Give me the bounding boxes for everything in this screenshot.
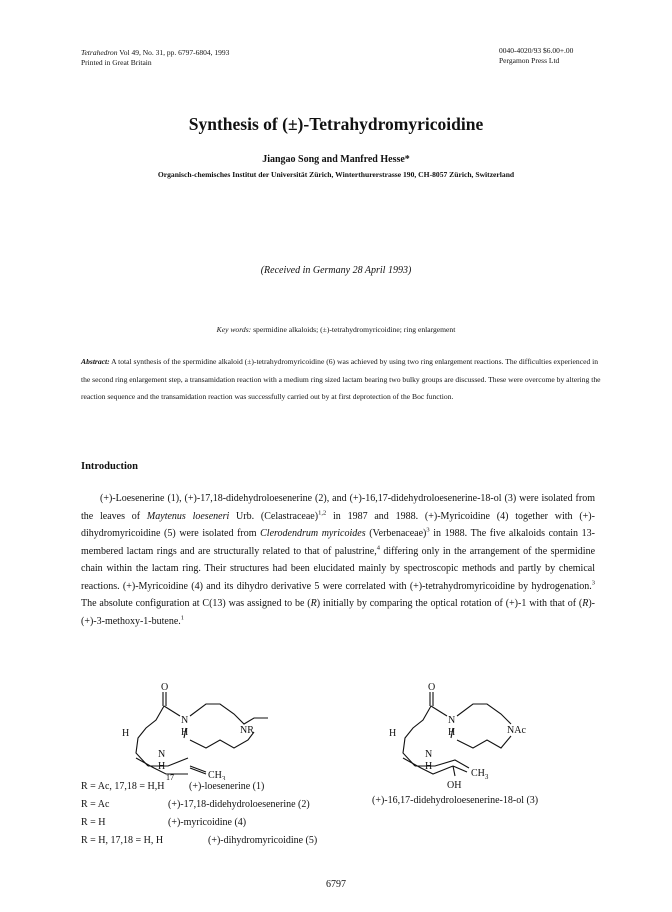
keywords-label: Key words: [216,325,252,334]
nr-label: NR [240,725,254,736]
intro-text-4b: ) initially by comparing the optical rotation of (+)-1 with that of ( [316,598,583,609]
legend-row [81,832,317,850]
citation-details: Vol 49, No. 31, pp. 6797-6804, 1993 [117,48,230,57]
reference-mark: 1,2 [318,509,327,517]
structure-left [108,680,318,780]
legend-compound: (+)-dihydromyricoidine (5) [208,835,318,846]
nitrogen-top: N [448,715,456,726]
structure-right [385,680,565,792]
intro-text-2b: (Verbenaceae) [365,528,427,539]
legend-compound: (+)-loesenerine (1) [189,781,265,792]
legend-row [81,778,317,796]
legend-substituent: R = H [81,817,106,828]
printed-in: Printed in Great Britain [81,58,152,67]
nh-hydrogen-2: H [425,761,433,772]
authors: Jiangao Song and Manfred Hesse* [262,154,410,165]
methyl-label: $CH_3$ [471,768,489,781]
paper-title: Synthesis of (±)-Tetrahydromyricoidine [188,114,484,134]
affiliation: Organisch-chemisches Institut der Universität Zürich, Winterthurerstrasse 190, CH-8057 Zürich, Switzerland [157,170,515,179]
legend-compound: (+)-myricoidine (4) [168,817,247,828]
intro-text-4c: )-(+)-3-methoxy-1-butene. [81,598,595,627]
legend-substituent: R = Ac, 17,18 = H,H [81,781,165,792]
legend-compound: (+)-17,18-didehydroloesenerine (2) [168,799,310,810]
issn-price: 0040-4020/93 $6.00+.00 [499,46,574,55]
species-name: Maytenus loeseneri [146,510,230,522]
publisher-name: Pergamon Press Ltd [499,56,560,65]
nh-hydrogen: H [181,727,189,738]
config-R: R [310,598,317,609]
received-date: (Received in Germany 28 April 1993) [260,265,412,276]
page-number: 6797 [326,879,346,890]
journal-name: Tetrahedron [81,48,118,57]
legend-substituent: R = Ac [81,799,110,810]
nitrogen-mid: N [425,749,433,760]
structure-caption-3: (+)-16,17-didehydroloesenerine-18-ol (3) [372,795,539,806]
abstract-text: A total synthesis of the spermidine alkaloid (±)-tetrahydromyricoidine (6) was achieved by using two ring enlargement reactions. The difficulties experienced in the second ring enlargement step, a transamidation reaction with a medium ring sized lactam bearing two bulky groups are discussed. These were overcome by altering the reaction sequence and the transamidation reaction was successfully carried out by at first deprotection of the Boc function. [81,357,601,402]
keywords-text: spermidine alkaloids; (±)-tetrahydromyricoidine; ring enlargement [251,325,456,334]
nitrogen-mid: N [158,749,166,760]
legend-row [81,814,317,832]
reference-mark-5: 1 [180,614,185,622]
journal-citation [81,48,229,68]
reference-mark-4: 3 [591,579,595,587]
keywords [0,325,672,334]
intro-text-1b: Urb. (Celastraceae) [229,510,319,522]
abstract-label: Abstract: [81,357,110,366]
compound-legend [81,778,317,850]
methyl-label: $CH_3$ [208,770,226,780]
nac-label: NAc [507,725,526,736]
reference-mark-2: 3 [426,526,430,534]
legend-substituent: R = H, 17,18 = H, H [81,835,164,846]
intro-text-3: differing only in the arrangement of the spermidine chain within the lactam ring. Their structures had been elucidated mainly by spectroscopic methods and partly by chemical reactions. (+)-Myricoidine (4) and its dihydro derivative 5 were correlated with (+)-tetrahydromyricoidine by hydrogenation. [81,545,596,592]
oxygen-label: O [428,682,436,693]
abstract [81,353,601,406]
species-name-2: Clerodendrum myricoides [260,528,366,539]
nh-hydrogen-2: H [158,761,166,772]
stereo-hydrogen: H [389,728,397,739]
reference-mark-3: 4 [376,544,380,552]
nitrogen-top: N [181,715,189,726]
intro-text-2c: in 1988. The five alkaloids contain 13-membered lactam rings and are structurally related to that of palustrine, [81,528,595,557]
intro-text-1c: in 1987 and 1988. (+)-Myricoidine (4) together with (+)-dihydromyricoidine (5) were isolated from [81,510,595,539]
introduction-paragraph [81,490,595,630]
nh-hydrogen: H [448,727,456,738]
intro-text-1: (+)-Loesenerine (1), (+)-17,18-didehydroloesenerine (2), and (+)-16,17-didehydroloesenerine-18-ol (3) were isolated from the leaves of [81,493,595,522]
hydroxyl-label: OH [447,780,462,791]
section-heading: Introduction [81,461,138,472]
carbon-17-label: 17 [166,773,174,780]
publisher-block [499,46,573,66]
stereo-hydrogen: H [122,728,130,739]
legend-row [81,796,317,814]
config-R-2: R [582,598,589,609]
oxygen-label: O [161,682,169,693]
intro-text-4: The absolute configuration at C(13) was assigned to be ( [81,598,311,609]
